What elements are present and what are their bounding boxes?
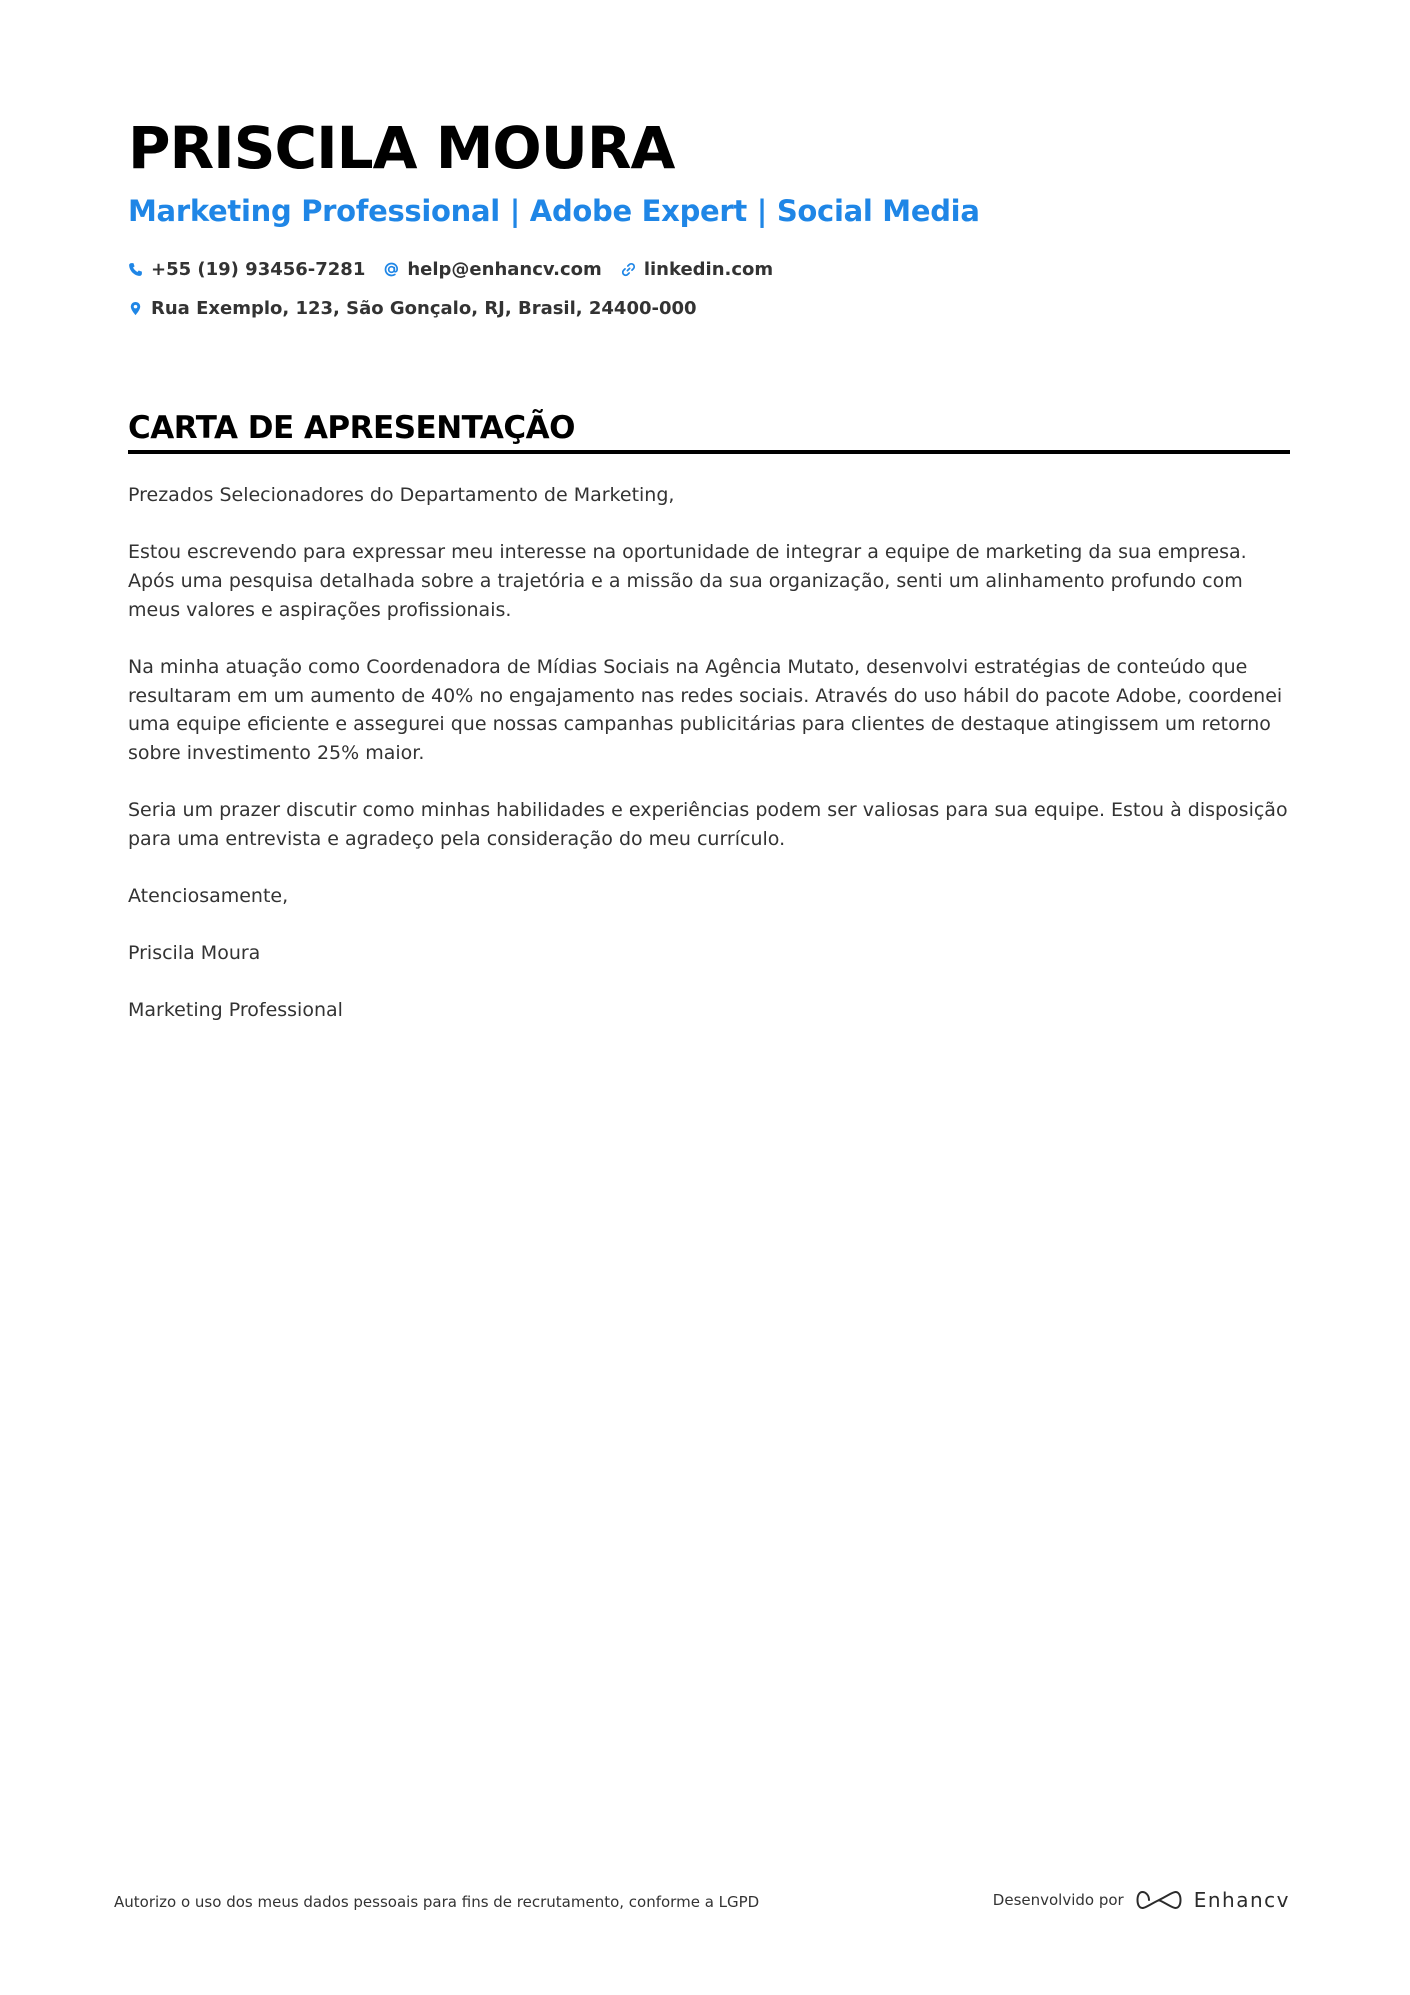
link-icon <box>621 262 636 277</box>
contact-email <box>384 259 601 280</box>
enhancv-brand: Enhancv <box>1193 1888 1290 1912</box>
candidate-name: PRISCILA MOURA <box>128 114 675 182</box>
enhancv-logo-icon <box>1136 1888 1182 1912</box>
email-address[interactable]: help@enhancv.com <box>407 258 602 280</box>
letter-paragraph: Estou escrevendo para expressar meu interesse na oportunidade de integrar a equipe de marketing da sua empresa. Após uma pesquisa detalhada sobre a trajetória e a missão da sua organização, senti um alinhamento profundo com meus valores e aspirações profissionais. <box>128 541 1247 621</box>
contact-website <box>621 259 773 280</box>
contact-row-secondary <box>128 294 716 322</box>
at-icon <box>384 262 399 277</box>
map-pin-icon <box>128 301 143 316</box>
contact-location <box>128 298 697 319</box>
powered-by-label: Desenvolvido por <box>992 1891 1124 1909</box>
letter-body <box>128 481 1290 1054</box>
phone-number: +55 (19) 93456-7281 <box>151 258 366 280</box>
letter-paragraph: Na minha atuação como Coordenadora de Mídias Sociais na Agência Mutato, desenvolvi estratégias de conteúdo que resultaram em um aumento de 40% no engajamento nas redes sociais. Através do uso hábil do pacote Adobe, coordenei uma equipe eficiente e assegurei que nossas campanhas publicitárias para clientes de destaque atingissem um retorno sobre investimento 25% maior. <box>128 655 1283 764</box>
footer-powered-by[interactable] <box>993 1883 1290 1917</box>
signature-title: Marketing Professional <box>128 999 343 1022</box>
phone-icon <box>128 262 143 277</box>
signature-name: Priscila Moura <box>128 942 261 965</box>
address: Rua Exemplo, 123, São Gonçalo, RJ, Brasil, 24400-000 <box>151 297 697 319</box>
letter-paragraph: Seria um prazer discutir como minhas habilidades e experiências podem ser valiosas para sua equipe. Estou à disposição para uma entrevista e agradeço pela consideração do meu currículo. <box>128 799 1288 850</box>
letter-closing: Atenciosamente, <box>128 885 289 908</box>
footer-consent: Autorizo o uso dos meus dados pessoais para fins de recrutamento, conforme a LGPD <box>114 1893 760 1911</box>
section-title-cover-letter: CARTA DE APRESENTAÇÃO <box>128 406 1290 454</box>
contact-row-primary <box>128 255 792 283</box>
candidate-headline: Marketing Professional | Adobe Expert | Social Media <box>128 194 980 228</box>
contact-phone <box>128 259 365 280</box>
website-link[interactable]: linkedin.com <box>643 258 774 280</box>
letter-greeting: Prezados Selecionadores do Departamento de Marketing, <box>128 484 675 506</box>
